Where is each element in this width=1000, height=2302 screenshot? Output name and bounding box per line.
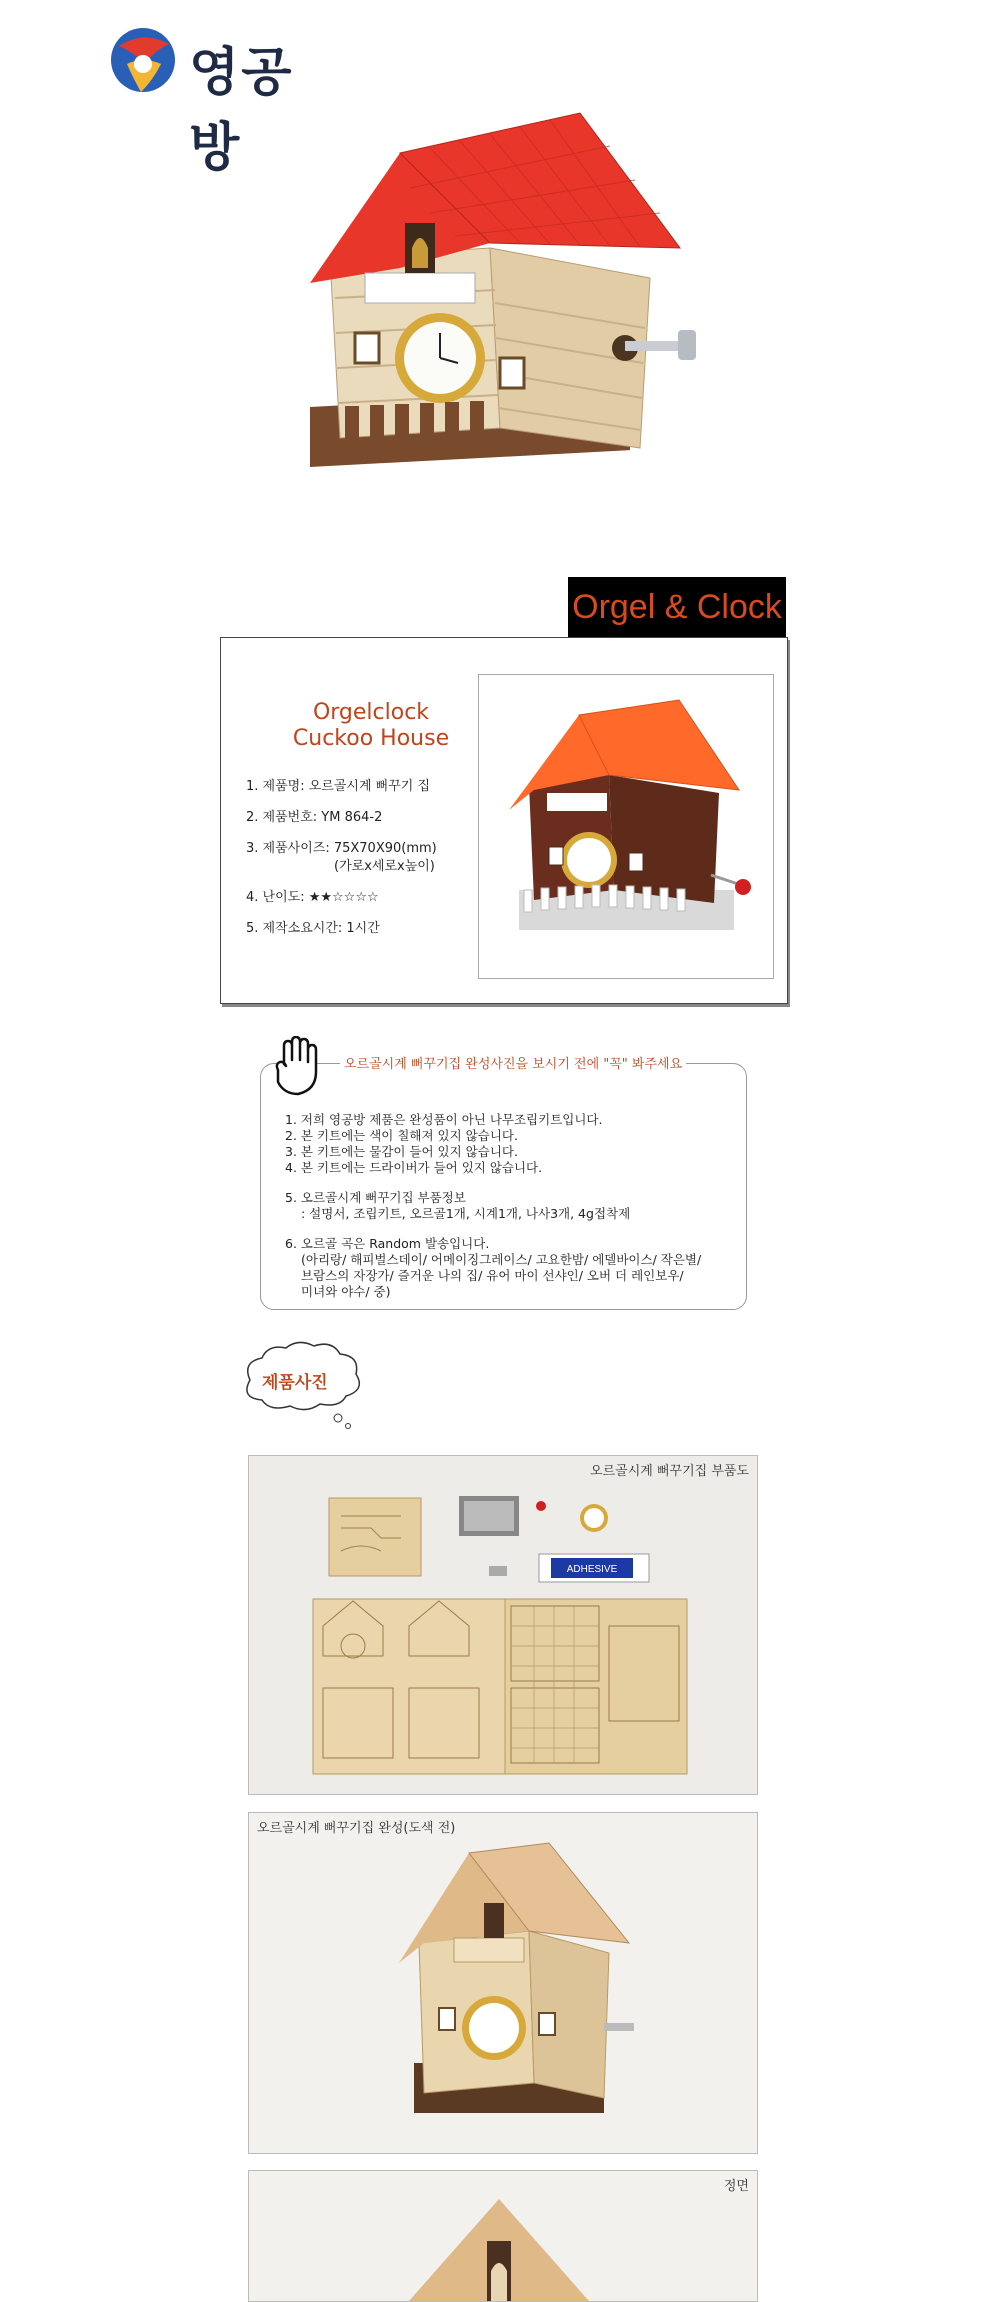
notice-text [285, 1112, 701, 1300]
assembled-photo [248, 1812, 758, 2154]
front-view-photo [248, 2170, 758, 2302]
spec-item: 5. 제작소요시간: 1시간 [246, 921, 380, 936]
logo-emblem-icon [105, 20, 185, 100]
notice-item: 1. 저희 영공방 제품은 완성품이 아닌 나무조립키트입니다. [285, 1112, 603, 1127]
adhesive-label: ADHESIVE [566, 1564, 618, 1575]
hand-icon [272, 1036, 330, 1098]
product-spec-list [246, 778, 437, 951]
product-info-box [220, 637, 788, 1004]
spec-item: 4. 난이도: ★★☆☆☆☆ [246, 890, 379, 905]
spec-item: 3. 제품사이즈: 75X70X90(mm) [246, 841, 437, 856]
notice-title: 오르골시계 뻐꾸기집 완성사진을 보시기 전에 "꼭" 봐주세요 [340, 1053, 686, 1072]
spec-size-note: (가로x세로x높이) [334, 859, 435, 874]
spec-item: 1. 제품명: 오르골시계 뻐꾸기 집 [246, 779, 431, 794]
section-header: Orgel & Clock [568, 577, 786, 637]
parts-photo [248, 1455, 758, 1795]
photos-label: 제품사진 [262, 1373, 328, 1393]
product-title: Orgelclock Cuckoo House [292, 700, 450, 751]
songs-line: 미녀와 야수/ 중) [301, 1284, 391, 1299]
songs-title: 6. 오르골 곡은 Random 발송입니다. [285, 1236, 490, 1251]
songs-line: (아리랑/ 해피벌스데이/ 어메이징그레이스/ 고요한밤/ 에델바이스/ 작은별/ [301, 1252, 702, 1267]
songs-line: 브람스의 자장가/ 즐거운 나의 집/ 유어 마이 선샤인/ 오버 더 레인보우/ [301, 1268, 684, 1283]
painted-product-image [478, 674, 774, 979]
brand-logo[interactable] [105, 20, 345, 178]
parts-detail: : 설명서, 조립키트, 오르골1개, 시계1개, 나사3개, 4g접착제 [301, 1206, 631, 1221]
hero-product-image [290, 108, 730, 528]
parts-title: 5. 오르골시계 뻐꾸기집 부품정보 [285, 1190, 466, 1205]
spec-item: 2. 제품번호: YM 864-2 [246, 810, 383, 825]
brand-name: 영공방 [189, 43, 294, 178]
photo-caption: 정면 [723, 2179, 749, 2194]
notice-item: 4. 본 키트에는 드라이버가 들어 있지 않습니다. [285, 1160, 543, 1175]
photo-caption: 오르골시계 뻐꾸기집 부품도 [590, 1464, 749, 1479]
notice-item: 2. 본 키트에는 색이 칠해져 있지 않습니다. [285, 1128, 518, 1143]
photo-caption: 오르골시계 뻐꾸기집 완성(도색 전) [257, 1821, 456, 1836]
notice-item: 3. 본 키트에는 물감이 들어 있지 않습니다. [285, 1144, 518, 1159]
